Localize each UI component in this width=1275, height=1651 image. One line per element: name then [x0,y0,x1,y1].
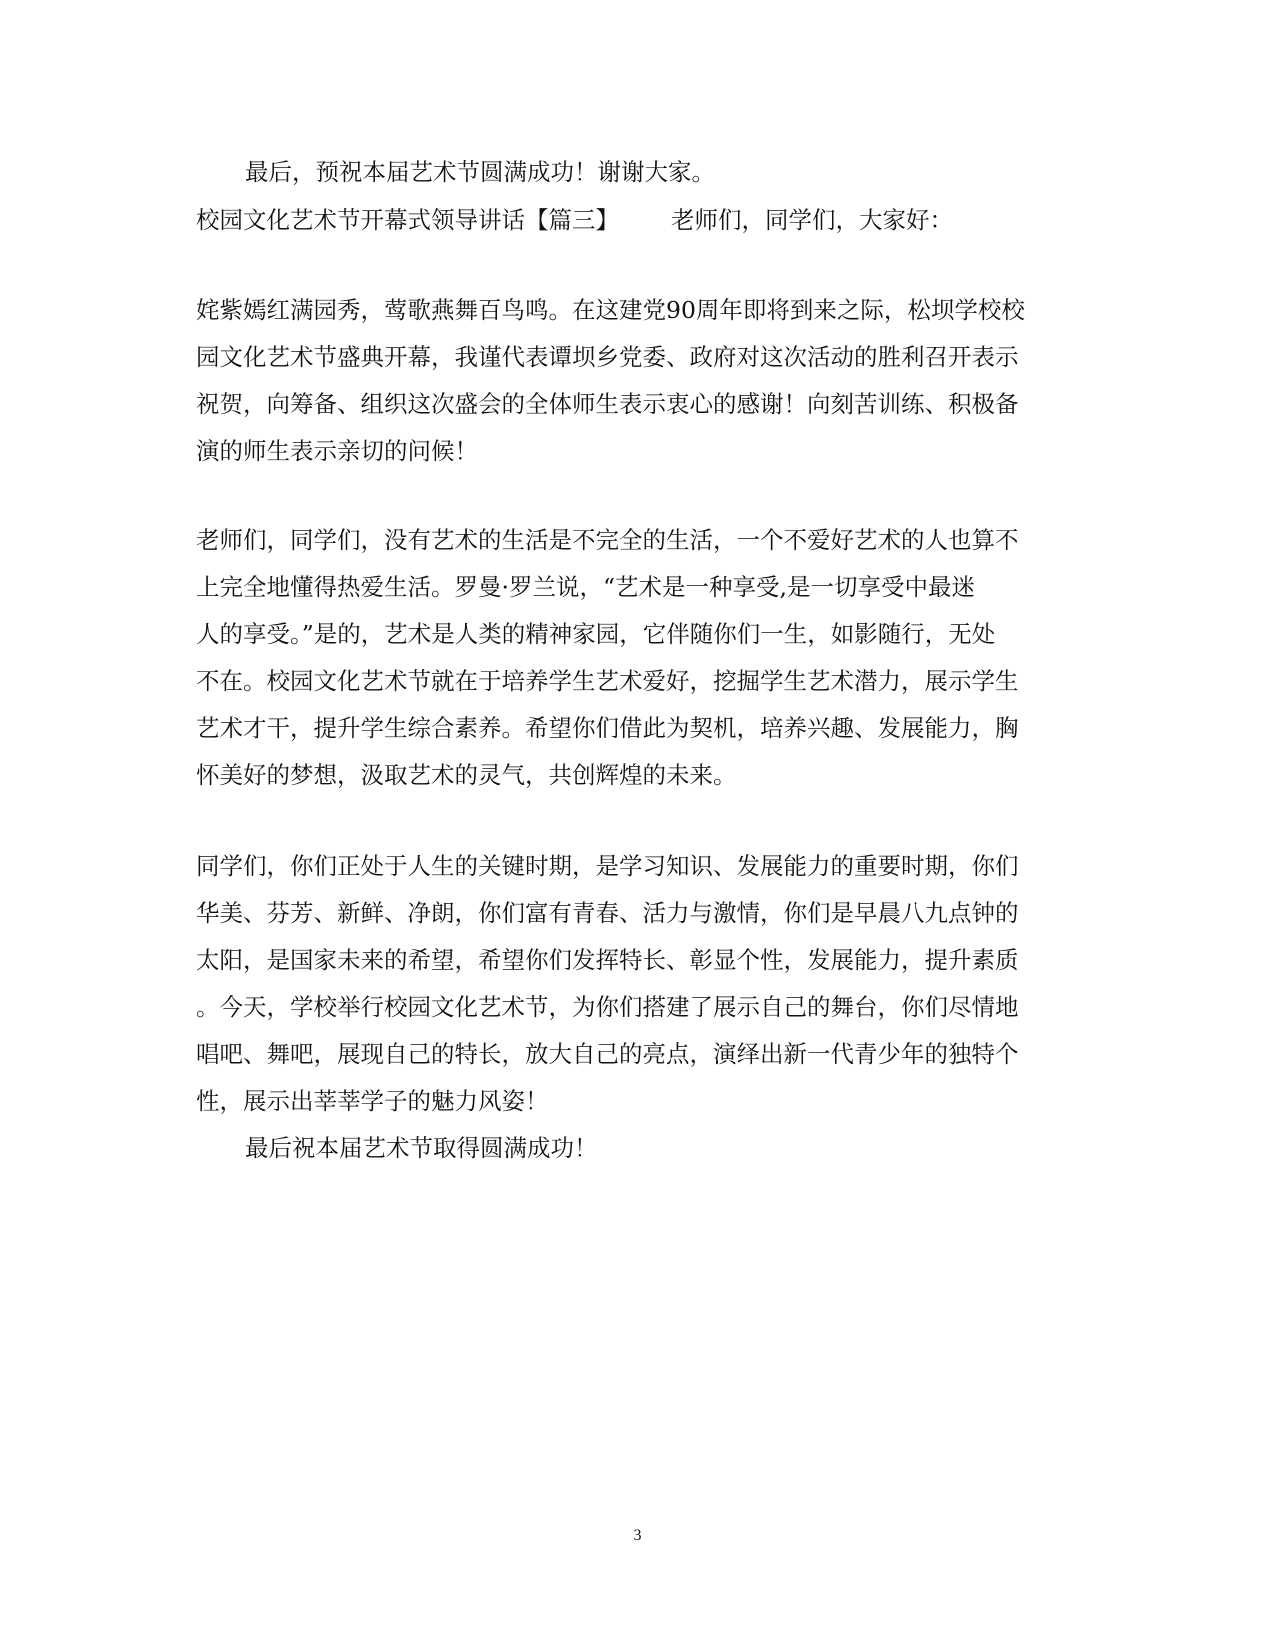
paragraph-3-line: 同学们，你们正处于人生的关键时期，是学习知识、发展能力的重要时期，你们 [196,852,1019,880]
paragraph-2-line: 上完全地懂得热爱生活。罗曼·罗兰说，“艺术是一种享受,是一切享受中最迷 [196,573,975,601]
paragraph-1-line: 姹紫嫣红满园秀，莺歌燕舞百鸟鸣。在这建党90周年即将到来之际，松坝学校校 [196,296,1025,324]
section-heading-line [196,205,1076,235]
paragraph-1-line: 演的师生表示亲切的问候！ [196,437,478,465]
paragraph-3-line: 唱吧、舞吧，展现自己的特长，放大自己的亮点，演绎出新一代青少年的独特个 [196,1040,1019,1068]
paragraph-3-line: 。今天，学校举行校园文化艺术节，为你们搭建了展示自己的舞台，你们尽情地 [196,993,1019,1021]
closing-line-2: 最后祝本届艺术节取得圆满成功！ [245,1134,598,1162]
section-heading: 校园文化艺术节开幕式领导讲话【篇三】 [196,206,619,234]
page-number: 3 [633,1527,642,1544]
paragraph-2-line: 怀美好的梦想，汲取艺术的灵气，共创辉煌的未来。 [196,761,737,789]
paragraph-3-line: 性，展示出莘莘学子的魅力风姿！ [196,1087,549,1115]
paragraph-2-line: 艺术才干，提升学生综合素养。希望你们借此为契机，培养兴趣、发展能力，胸 [196,714,1019,742]
paragraph-1-line: 园文化艺术节盛典开幕，我谨代表谭坝乡党委、政府对这次活动的胜利召开表示 [196,343,1019,371]
closing-line-1: 最后，预祝本届艺术节圆满成功！谢谢大家。 [245,158,715,186]
greeting: 老师们，同学们，大家好： [671,206,953,234]
paragraph-2-line: 不在。校园文化艺术节就在于培养学生艺术爱好，挖掘学生艺术潜力，展示学生 [196,667,1019,695]
paragraph-3-line: 华美、芬芳、新鲜、净朗，你们富有青春、活力与激情，你们是早晨八九点钟的 [196,899,1019,927]
paragraph-1-line: 祝贺，向筹备、组织这次盛会的全体师生表示衷心的感谢！向刻苦训练、积极备 [196,390,1019,418]
paragraph-2-line: 老师们，同学们，没有艺术的生活是不完全的生活，一个不爱好艺术的人也算不 [196,526,1019,554]
paragraph-2-line: 人的享受。”是的，艺术是人类的精神家园，它伴随你们一生，如影随行，无处 [196,620,996,648]
paragraph-3-line: 太阳，是国家未来的希望，希望你们发挥特长、彰显个性，发展能力，提升素质 [196,946,1019,974]
